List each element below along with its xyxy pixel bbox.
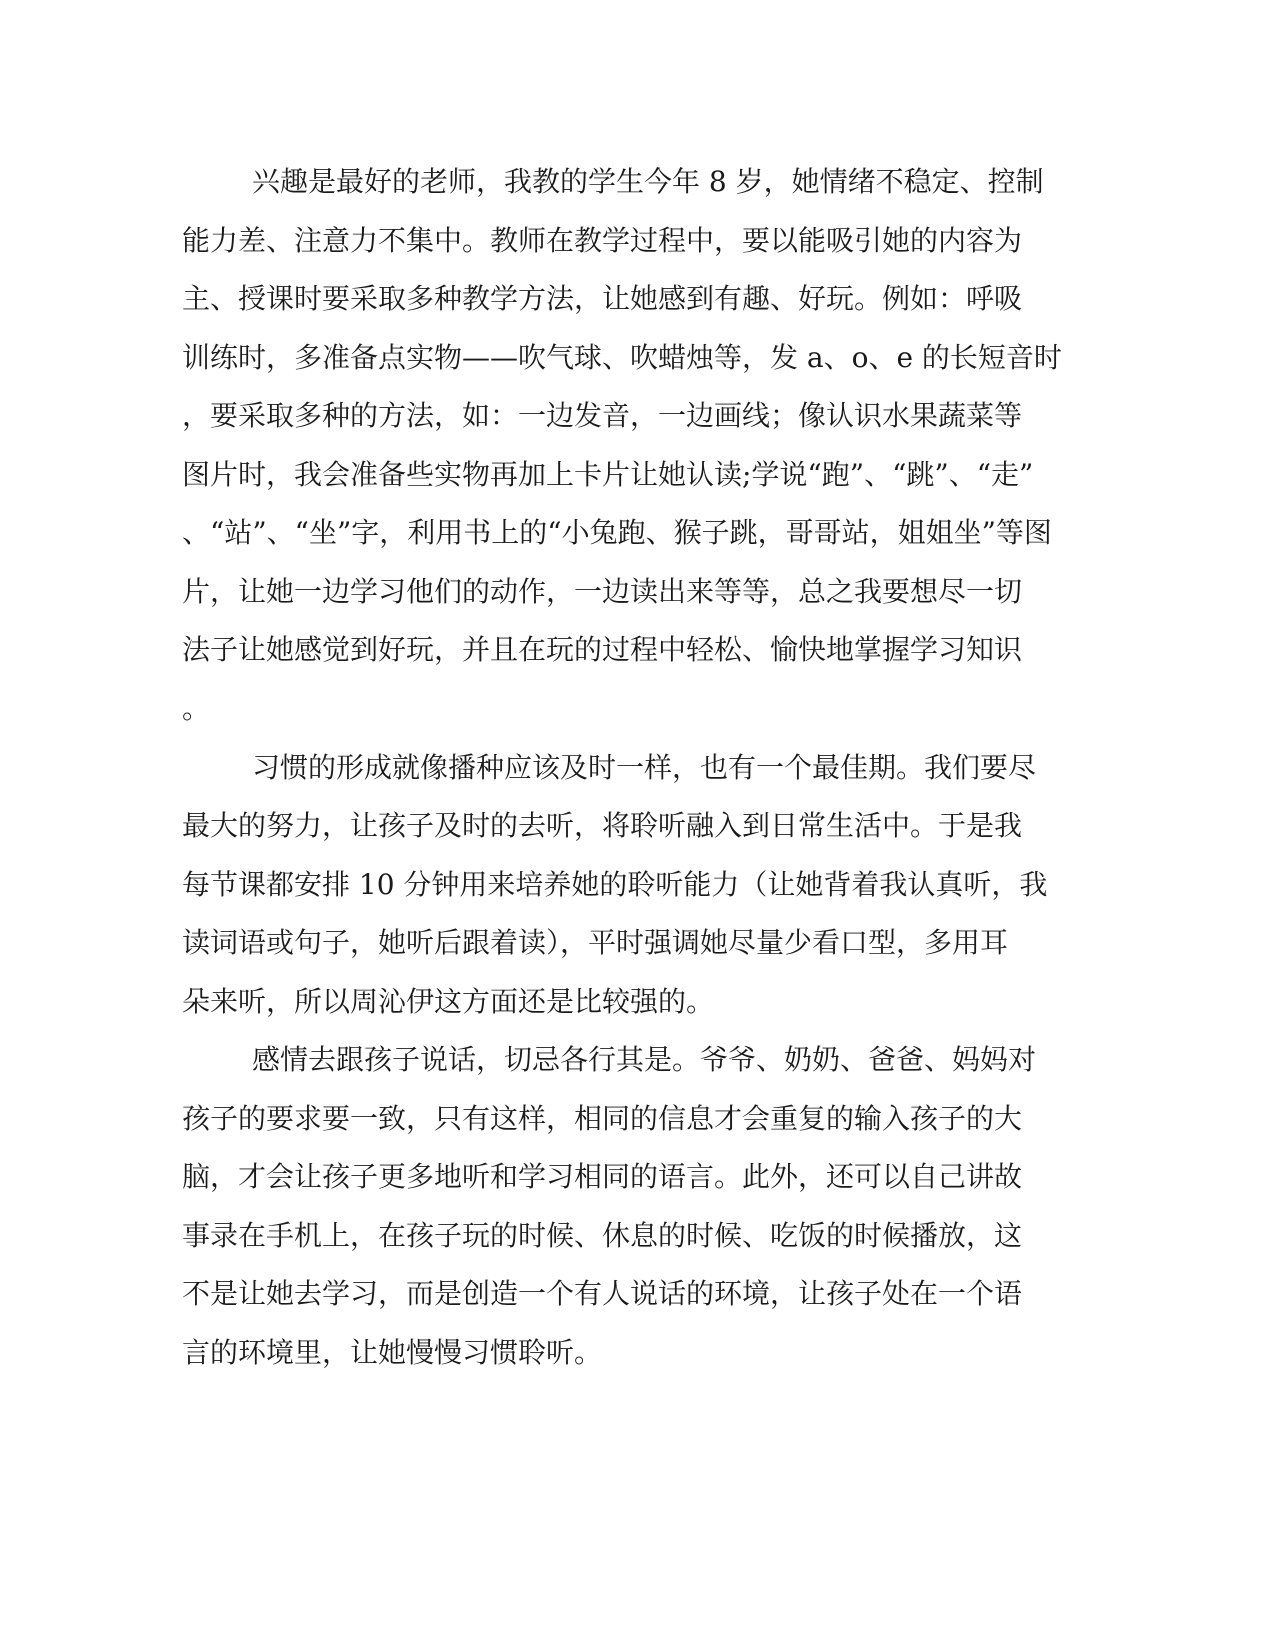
- paragraph-line: 言的环境里，让她慢慢习惯聆听。: [182, 1336, 603, 1369]
- paragraph-line: 训练时，多准备点实物——吹气球、吹蜡烛等，发 a、o、e 的长短音时: [182, 341, 1062, 374]
- paragraph-line: 法子让她感觉到好玩，并且在玩的过程中轻松、愉快地掌握学习知识: [182, 633, 1023, 666]
- paragraph-line: 图片时，我会准备些实物再加上卡片让她认读;学说“跑”、“跳”、“走”: [182, 458, 1034, 491]
- paragraph-line: 每节课都安排 10 分钟用来培养她的聆听能力（让她背着我认真听，我: [182, 868, 1048, 901]
- paragraph-line: 兴趣是最好的老师，我教的学生今年 8 岁，她情绪不稳定、控制: [252, 165, 1044, 198]
- paragraph-line: 最大的努力，让孩子及时的去听，将聆听融入到日常生活中。于是我: [182, 809, 1023, 842]
- paragraph-line: 感情去跟孩子说话，切忌各行其是。爷爷、奶奶、爸爸、妈妈对: [252, 1043, 1037, 1076]
- paragraph-line: 不是让她去学习，而是创造一个有人说话的环境，让孩子处在一个语: [182, 1277, 1023, 1310]
- paragraph-line: 片，让她一边学习他们的动作，一边读出来等等，总之我要想尽一切: [182, 575, 1023, 608]
- paragraph-line: 习惯的形成就像播种应该及时一样，也有一个最佳期。我们要尽: [252, 751, 1037, 784]
- paragraph-line: 能力差、注意力不集中。教师在教学过程中，要以能吸引她的内容为: [182, 224, 1023, 257]
- paragraph-line: 读词语或句子，她听后跟着读），平时强调她尽量少看口型，多用耳: [182, 926, 1009, 959]
- paragraph-line: 主、授课时要采取多种教学方法，让她感到有趣、好玩。例如：呼吸: [182, 282, 1023, 315]
- paragraph-line: 。: [182, 692, 211, 725]
- paragraph-line: 、“站”、“坐”字，利用书上的“小兔跑、猴子跳，哥哥站，姐姐坐”等图: [182, 516, 1052, 549]
- paragraph-line: ，要采取多种的方法，如：一边发音，一边画线；像认识水果蔬菜等: [182, 399, 1023, 432]
- paragraph-line: 事录在手机上，在孩子玩的时候、休息的时候、吃饭的时候播放，这: [182, 1219, 1023, 1252]
- paragraph-line: 脑，才会让孩子更多地听和学习相同的语言。此外，还可以自己讲故: [182, 1160, 1023, 1193]
- paragraph-line: 孩子的要求要一致，只有这样，相同的信息才会重复的输入孩子的大: [182, 1102, 1023, 1135]
- paragraph-line: 朵来听，所以周沁伊这方面还是比较强的。: [182, 985, 715, 1018]
